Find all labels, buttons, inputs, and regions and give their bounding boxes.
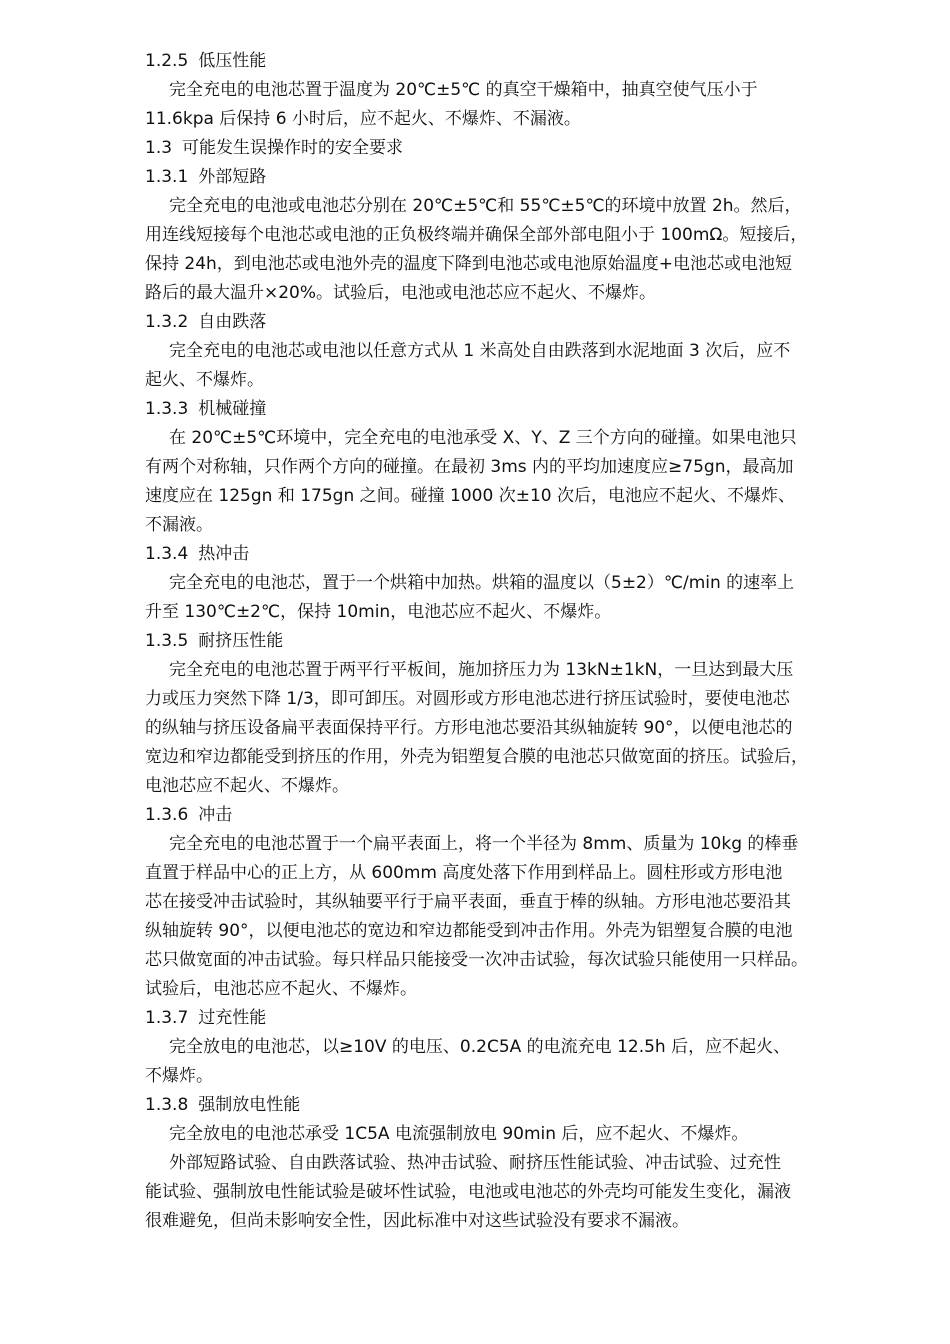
section-title: 自由跌落 <box>198 312 267 332</box>
section-heading <box>145 1004 885 1033</box>
section-heading <box>145 627 885 656</box>
section-number: 1.3.2 <box>145 312 189 332</box>
paragraph-line: 在 20℃±5℃环境中，完全充电的电池承受 X、Y、Z 三个方向的碰撞。如果电池只 <box>169 428 797 448</box>
section-number: 1.3.1 <box>145 167 189 187</box>
paragraph-line: 不漏液。 <box>145 515 213 535</box>
paragraph-line: 保持 24h，到电池芯或电池外壳的温度下降到电池芯或电池原始温度+电池芯或电池短 <box>145 254 793 274</box>
paragraph-line: 完全充电的电池芯置于温度为 20℃±5℃ 的真空干燥箱中，抽真空使气压小于 <box>169 80 758 100</box>
body-paragraph <box>145 424 885 540</box>
section-number: 1.3.5 <box>145 631 189 651</box>
section-title: 耐挤压性能 <box>198 631 284 651</box>
paragraph-line: 试验后，电池芯应不起火、不爆炸。 <box>145 979 417 999</box>
body-paragraph <box>145 656 885 801</box>
paragraph-line: 纵轴旋转 90°，以便电池芯的宽边和窄边都能受到冲击作用。外壳为铝塑复合膜的电池 <box>145 921 793 941</box>
section-heading <box>145 540 885 569</box>
section-title: 强制放电性能 <box>198 1095 301 1115</box>
section-title: 冲击 <box>198 805 233 825</box>
paragraph-line: 很难避免，但尚未影响安全性，因此标准中对这些试验没有要求不漏液。 <box>145 1211 689 1231</box>
section-number: 1.3.7 <box>145 1008 189 1028</box>
paragraph-line: 完全充电的电池芯置于两平行平板间，施加挤压力为 13kN±1kN，一旦达到最大压 <box>169 660 794 680</box>
section-heading <box>145 308 885 337</box>
body-paragraph <box>145 1149 885 1236</box>
body-paragraph <box>145 830 885 1004</box>
paragraph-line: 宽边和窄边都能受到挤压的作用，外壳为铝塑复合膜的电池芯只做宽面的挤压。试验后， <box>145 747 808 767</box>
section-title: 可能发生误操作时的安全要求 <box>182 138 404 158</box>
body-paragraph <box>145 76 885 134</box>
paragraph-line: 完全充电的电池或电池芯分别在 20℃±5℃和 55℃±5℃的环境中放置 2h。然后， <box>169 196 802 216</box>
section-heading <box>145 163 885 192</box>
section-number: 1.2.5 <box>145 51 189 71</box>
section-heading <box>145 1091 885 1120</box>
section-title: 热冲击 <box>198 544 250 564</box>
paragraph-line: 能试验、强制放电性能试验是破坏性试验，电池或电池芯的外壳均可能发生变化，漏液 <box>145 1182 791 1202</box>
paragraph-line: 完全充电的电池芯或电池以任意方式从 1 米高处自由跌落到水泥地面 3 次后，应不 <box>169 341 791 361</box>
section-number: 1.3.8 <box>145 1095 189 1115</box>
paragraph-line: 完全充电的电池芯置于一个扁平表面上，将一个半径为 8mm、质量为 10kg 的棒垂 <box>169 834 799 854</box>
paragraph-line: 直置于样品中心的正上方，从 600mm 高度处落下作用到样品上。圆柱形或方形电池 <box>145 863 783 883</box>
section-number: 1.3 <box>145 138 173 158</box>
paragraph-line: 的纵轴与挤压设备扁平表面保持平行。方形电池芯要沿其纵轴旋转 90°，以便电池芯的 <box>145 718 793 738</box>
paragraph-line: 不爆炸。 <box>145 1066 213 1086</box>
paragraph-line: 芯在接受冲击试验时，其纵轴要平行于扁平表面，垂直于棒的纵轴。方形电池芯要沿其 <box>145 892 791 912</box>
paragraph-line: 芯只做宽面的冲击试验。每只样品只能接受一次冲击试验，每次试验只能使用一只样品。 <box>145 950 808 970</box>
section-title: 机械碰撞 <box>198 399 267 419</box>
section-number: 1.3.3 <box>145 399 189 419</box>
paragraph-line: 起火、不爆炸。 <box>145 370 264 390</box>
body-paragraph <box>145 337 885 395</box>
paragraph-line: 11.6kpa 后保持 6 小时后，应不起火、不爆炸、不漏液。 <box>145 109 581 129</box>
section-number: 1.3.4 <box>145 544 189 564</box>
section-heading <box>145 395 885 424</box>
section-heading <box>145 47 885 76</box>
section-heading <box>145 801 885 830</box>
body-paragraph <box>145 1033 885 1091</box>
paragraph-line: 电池芯应不起火、不爆炸。 <box>145 776 349 796</box>
section-heading <box>145 134 885 163</box>
body-paragraph <box>145 1120 885 1149</box>
paragraph-line: 升至 130℃±2℃，保持 10min，电池芯应不起火、不爆炸。 <box>145 602 612 622</box>
section-title: 过充性能 <box>198 1008 267 1028</box>
body-paragraph <box>145 192 885 308</box>
section-title: 低压性能 <box>198 51 267 71</box>
paragraph-line: 速度应在 125gn 和 175gn 之间。碰撞 1000 次±10 次后，电池应不起火、不爆炸、 <box>145 486 795 506</box>
document-page <box>145 47 885 1236</box>
section-title: 外部短路 <box>198 167 267 187</box>
paragraph-line: 完全充电的电池芯，置于一个烘箱中加热。烘箱的温度以（5±2）℃/min 的速率上 <box>169 573 795 593</box>
paragraph-line: 完全放电的电池芯承受 1C5A 电流强制放电 90min 后，应不起火、不爆炸。 <box>169 1124 749 1144</box>
paragraph-line: 用连线短接每个电池芯或电池的正负极终端并确保全部外部电阻小于 100mΩ。短接后， <box>145 225 808 245</box>
section-number: 1.3.6 <box>145 805 189 825</box>
paragraph-line: 外部短路试验、自由跌落试验、热冲击试验、耐挤压性能试验、冲击试验、过充性 <box>169 1153 781 1173</box>
paragraph-line: 路后的最大温升×20%。试验后，电池或电池芯应不起火、不爆炸。 <box>145 283 657 303</box>
body-paragraph <box>145 569 885 627</box>
paragraph-line: 完全放电的电池芯，以≥10V 的电压、0.2C5A 的电流充电 12.5h 后，应不起火、 <box>169 1037 791 1057</box>
paragraph-line: 力或压力突然下降 1/3，即可卸压。对圆形或方形电池芯进行挤压试验时，要使电池芯 <box>145 689 790 709</box>
paragraph-line: 有两个对称轴，只作两个方向的碰撞。在最初 3ms 内的平均加速度应≥75gn，最高加 <box>145 457 794 477</box>
